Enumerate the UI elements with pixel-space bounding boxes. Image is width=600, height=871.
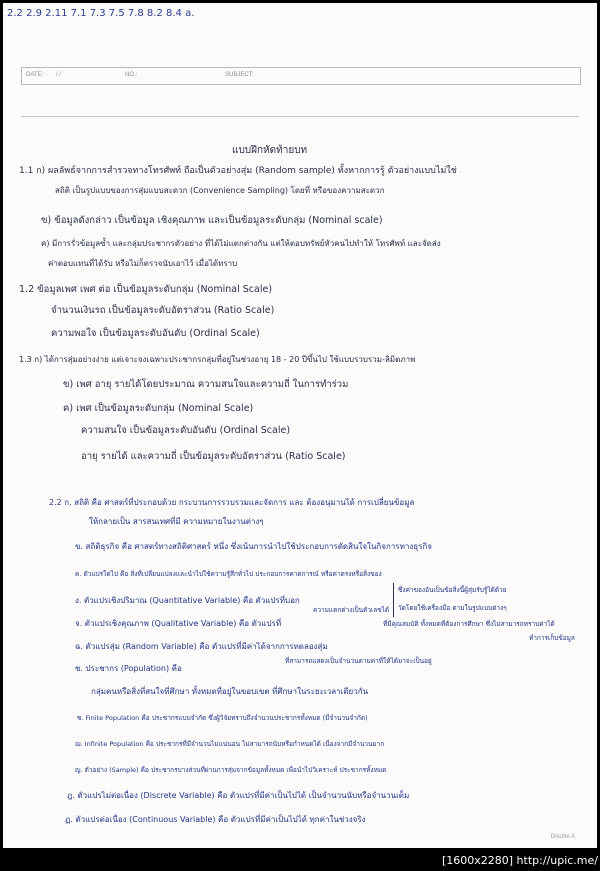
answer-line: ง. ตัวแปรเชิงปริมาณ (Quantitative Variable) คือ ตัวแปรที่บอก	[75, 596, 300, 605]
date-label: DATE:	[26, 72, 44, 78]
answer-line: ค่าตอบแทนที่ได้รับ หรือไม่ก็ตรวจนับเอาไว้ เมื่อได้ทราบ	[48, 259, 238, 268]
answer-line: 1.2 ข้อมูลเพศ เพศ ต่อ เป็นข้อมูลระดับกลุ่ม (Nominal Scale)	[19, 284, 273, 295]
ruled-line	[21, 116, 579, 117]
answer-line: ค) มีการรั่วข้อมูลซ้ำ และกลุ่มประชากรตัวอย่าง ที่ได้ไม่แตกต่างกัน แต่ให้ตอบทรัพย์หัวคนไปทำให้ โทรศัพท์ และจัดส่ง	[41, 239, 441, 248]
answer-line: ฉ. ตัวแปรสุ่ม (Random Variable) คือ ตัวแปรที่มีค่าได้จากการทดลองสุ่ม	[75, 642, 328, 651]
heading-exercises: แบบฝึกหัดท้ายบท	[232, 145, 308, 156]
top-page-numbers: 2.2 2.9 2.11 7.1 7.3 7.5 7.8 8.2 8.4 a.	[7, 8, 195, 19]
answer-line: สถิติ เป็นรูปแบบของการสุ่มแบบสะดวก (Convenience Sampling) โดยที่ หรือของความสะดวก	[55, 186, 385, 195]
answer-line: ข) เพศ อายุ รายได้โดยประมาณ ความสนใจและความถี่ ในการทำร่วม	[63, 379, 349, 390]
answer-line: อายุ รายได้ และความถี่ เป็นข้อมูลระดับอัตราส่วน (Ratio Scale)	[81, 451, 346, 462]
answer-note: วัดโดยใช้เครื่องมือ ตามในรูปแบบต่างๆ	[398, 604, 507, 612]
answer-line: จ. ตัวแปรเชิงคุณภาพ (Qualitative Variable) คือ ตัวแปรที่	[75, 619, 282, 628]
answer-line: 1.3 ก) ได้การสุ่มอย่างง่าย แต่เจาะจงเฉพาะประชากรกลุ่มที่อยู่ในช่วงอายุ 18 - 20 ปีขึ้นไป ใช้แบบรวบรวม-ลิมิตภาพ	[19, 355, 416, 364]
answer-note: ที่สามารถแสดงเป็นจำนวนตามค่าที่ให้ได้มาจะเป็นอยู่	[285, 657, 432, 665]
answer-line: 1.1 ก) ผลลัพธ์จากการสำรวจทางโทรศัพท์ ถือเป็นตัวอย่างสุ่ม (Random sample) ทั้งหากการรู้ ตัวอย่างแบบไม่ใช่	[19, 166, 457, 176]
annotation-brace	[393, 583, 394, 617]
answer-line: ช. ประชากร (Population) คือ	[75, 664, 182, 673]
answer-line: ความพอใจ เป็นข้อมูลระดับอันดับ (Ordinal Scale)	[51, 328, 260, 339]
answer-line: ฌ. Infinite Population คือ ประชากรที่มีจำนวนไม่แน่นอน ไม่สามารถนับหรือกำหนดได้ เนื่องจากมีจำนวนมาก	[75, 740, 385, 748]
answer-line: 2.2 ก. สถิติ คือ ศาสตร์ที่ประกอบด้วย กระบวนการรวบรวมและจัดการ และ ต้องอนุมานได้ การเปลี่ยนข้อมูล	[49, 498, 415, 507]
answer-line: ให้กลายเป็น สารสนเทศที่มี ความหมายในงานต่างๆ	[89, 517, 264, 526]
answer-line: จำนวนเงินรถ เป็นข้อมูลระดับอัตราส่วน (Ratio Scale)	[51, 305, 275, 316]
answer-line: ข. สถิติธุรกิจ คือ ศาสตร์ทางสถิติศาสตร์ หนึ่ง ซึ่งเน้นการนำไปใช้ประกอบการตัดสินใจในกิจการทางธุรกิจ	[75, 542, 432, 551]
paper-brand: Double A	[550, 834, 575, 840]
answer-line: ญ. ตัวอย่าง (Sample) คือ ประชากรบางส่วนที่ผ่านการสุ่มจากข้อมูลทั้งหมด เพื่อนำไปวิเคราะห์ ประชากรทั้งหมด	[75, 766, 387, 774]
answer-note: ความแตกต่างเป็นตัวเลขได้	[313, 606, 390, 614]
answer-line: ซ. Finite Population คือ ประชากรแบบจำกัด ซึ่งผู้วิจัยทราบถึงจำนวนประชากรทั้งหมด (มีจำนวนจำกัด)	[77, 714, 368, 722]
answer-line: ความสนใจ เป็นข้อมูลระดับอันดับ (Ordinal Scale)	[81, 425, 291, 436]
number-label: NO.:	[125, 72, 138, 78]
page-header-row	[21, 67, 581, 85]
image-watermark: [1600x2280] http://upic.me/	[441, 854, 598, 867]
answer-line: ฏ. ตัวแปรต่อเนื่อง (Continuous Variable) คือ ตัวแปรที่มีค่าเป็นไปได้ ทุกค่าในช่วงจริง	[65, 815, 366, 824]
subject-label: SUBJECT:	[225, 72, 254, 78]
answer-line: ค. ตัวแปรใดไป คือ สิ่งที่เปลี่ยนแปลงและนำไปใช้ความรู้สึกทั่วไป ประกอบการคาดการณ์ หรือค่าตรงหรือสิ่งของ	[75, 570, 382, 578]
answer-line: ข) ข้อมูลดังกล่าว เป็นข้อมูล เชิงคุณภาพ และเป็นข้อมูลระดับกลุ่ม (Nominal scale)	[41, 215, 383, 226]
answer-line: ค) เพศ เป็นข้อมูลระดับกลุ่ม (Nominal Scale)	[63, 403, 254, 414]
answer-note: ทำการเก็บข้อมูล	[529, 634, 575, 642]
notebook-page	[3, 3, 597, 848]
date-value: / /	[56, 72, 62, 78]
answer-note: ซึ่งค่าของอันเป็นข้อสิ่งนี้ผู้สุ่มรับรู้ได้ด้วย	[398, 586, 507, 594]
answer-note: ที่มีคุณสมบัติ ทั้งหมดที่ต้องการศึกษา ซึ่งไม่สามารถทราบค่าได้	[383, 620, 555, 628]
answer-line: ฎ. ตัวแปรไม่ต่อเนื่อง (Discrete Variable) คือ ตัวแปรที่มีค่าเป็นไปได้ เป็นจำนวนนับหรือจำนวนเต็ม	[67, 791, 410, 800]
answer-line: กลุ่มคนหรือสิ่งที่สนใจที่ศึกษา ทั้งหมดที่อยู่ในขอบเขต ที่ศึกษาในระยะเวลาเดียวกัน	[91, 687, 369, 696]
